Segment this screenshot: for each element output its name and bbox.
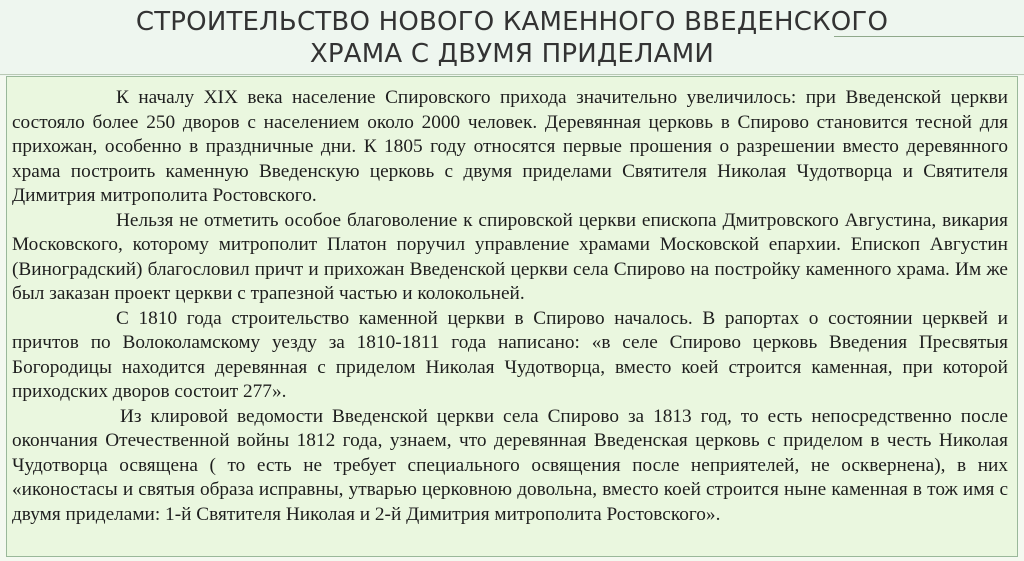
paragraph-1: К началу XIX века население Спировского прихода значительно увеличилось: при Введенской церкви состояло более 250 дворов с населением около 2000 человек. Деревянная церковь в Спирово становится тесной для прихожан, особенно в праздничные дни. К 1805 году относятся первые прошения о разрешении вместо деревянного храма построить каменную Введенскую церковь с двумя приделами Святителя Николая Чудотворца и Святителя Димитрия митрополита Ростовского. (12, 87, 1008, 206)
paragraph-2: Нельзя не отметить особое благоволение к спировской церкви епископа Дмитровского Августина, викария Московского, которому митрополит Платон поручил управление храмами Московской епархии. Епископ Августин (Виноградский) благословил причт и прихожан Введенской церкви села Спирово на постройку каменного храма. Им же был заказан проект церкви с трапезной частью и колокольней. (12, 209, 1008, 304)
title-line-2: ХРАМА С ДВУМЯ ПРИДЕЛАМИ (309, 39, 715, 69)
body-text (12, 86, 1008, 527)
title-line-1: СТРОИТЕЛЬСТВО НОВОГО КАМЕННОГО ВВЕДЕНСКОГО (135, 7, 889, 37)
paragraph-4: Из клировой ведомости Введенской церкви села Спирово за 1813 год, то есть непосредственно после окончания Отечественной войны 1812 года, узнаем, что деревянная Введенская церковь с приделом в честь Николая Чудотворца освящена ( то есть не требует специального освящения после неприятелей, не осквернена), в них «иконостасы и святыя образа исправны, утварью церковною довольна, вместо коей строится ныне каменная в тож имя с двумя приделами: 1-й Святителя Николая и 2-й Димитрия митрополита Ростовского». (12, 405, 1008, 525)
page-title (0, 6, 1024, 70)
paragraph-3: С 1810 года строительство каменной церкви в Спирово началось. В рапортах о состоянии церквей и причтов по Волоколамскому уезду за 1810-1811 года написано: «в селе Спирово церковь Введения Пресвятыя Богородицы находится деревянная с приделом Николая Чудотворца, вместо коей строится каменная, при которой приходских дворов состоит 277». (12, 307, 1008, 402)
title-divider (0, 74, 1024, 75)
